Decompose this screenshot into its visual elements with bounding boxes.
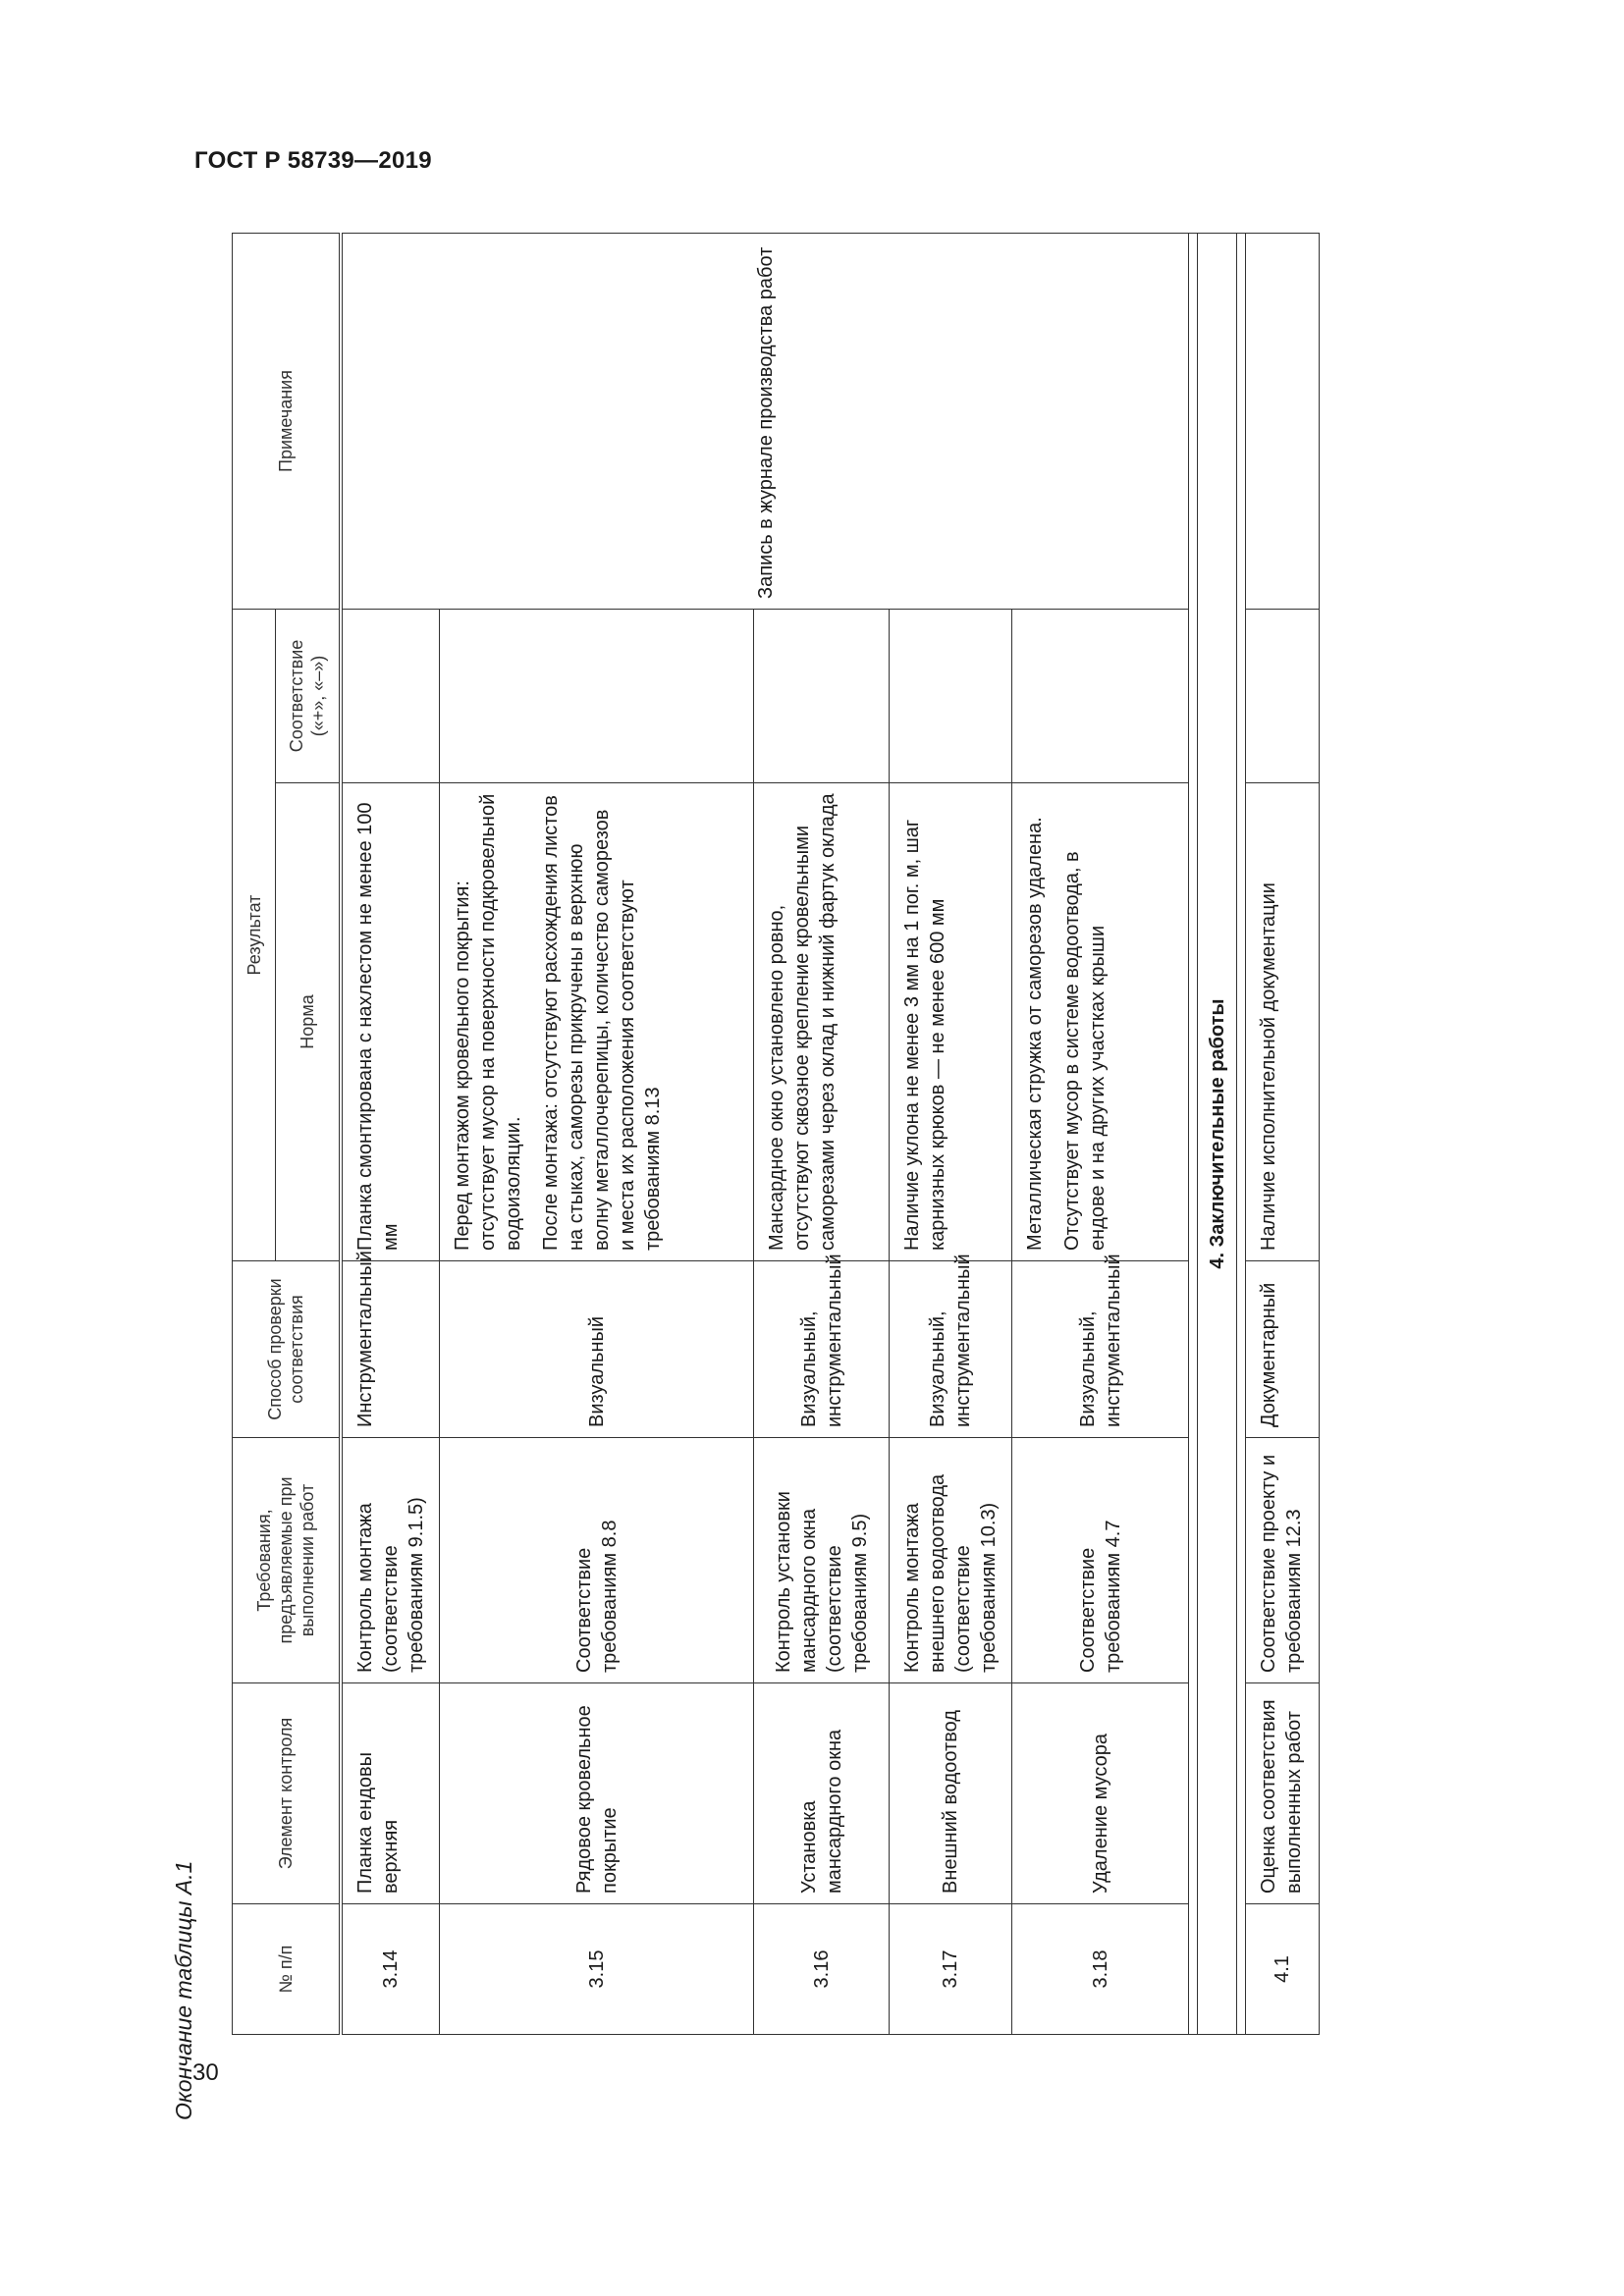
row-requirements: Контроль установки мансардного окна (соответствие требованиям 9.5) <box>754 1438 890 1683</box>
spacer-row <box>1237 234 1246 2035</box>
row-compliance <box>341 610 440 783</box>
norm-text: После монтажа: отсутствуют расхождения листов на стыках, саморезы прикручены в верхнюю волну металлочерепицы, количество саморезов и места их расположения соответствуют требованиям 8.13 <box>540 795 664 1251</box>
row-element: Планка ендовы верхняя <box>341 1683 440 1904</box>
row-method: Визуальный, инструментальный <box>1012 1261 1189 1438</box>
notes-group-cell: Запись в журнале производства работ <box>341 234 1189 610</box>
row-compliance <box>440 610 754 783</box>
row-norm <box>754 783 890 1261</box>
section-title: 4. Заключительные работы <box>1198 234 1237 2035</box>
norm-text: Мансардное окно установлено ровно, отсутствуют сквозное крепление кровельными саморезами через оклад и нижний фартук оклада <box>766 793 839 1251</box>
row-element: Удаление мусора <box>1012 1683 1189 1904</box>
header-result: Результат <box>233 610 276 1261</box>
row-num: 4.1 <box>1246 1904 1320 2035</box>
header-element: Элемент контроля <box>233 1683 342 1904</box>
row-requirements: Соответствие проекту и требованиям 12.3 <box>1246 1438 1320 1683</box>
row-method: Визуальный, инструментальный <box>890 1261 1012 1438</box>
row-method: Инструментальный <box>341 1261 440 1438</box>
norm-text: Перед монтажом кровельного покрытия: отсутствует мусор на поверхности подкровельной водоизоляции. <box>452 793 524 1251</box>
row-method: Визуальный <box>440 1261 754 1438</box>
header-compliance: Соответствие («+», «–») <box>276 610 342 783</box>
row-compliance <box>1246 610 1320 783</box>
row-requirements: Соответствие требованиям 8.8 <box>440 1438 754 1683</box>
row-element: Оценка соответствия выполненных работ <box>1246 1683 1320 1904</box>
row-num: 3.14 <box>341 1904 440 2035</box>
rotated-table-container <box>232 234 1305 2035</box>
row-requirements: Контроль монтажа внешнего водоотвода (соответствие требованиям 10.3) <box>890 1438 1012 1683</box>
document-header: ГОСТ Р 58739—2019 <box>194 147 432 174</box>
row-norm: Наличие исполнительной документации <box>1246 783 1320 1261</box>
header-method: Способ проверки соответствия <box>233 1261 342 1438</box>
row-num: 3.18 <box>1012 1904 1189 2035</box>
row-num: 3.15 <box>440 1904 754 2035</box>
norm-text: Металлическая стружка от саморезов удалена. <box>1024 817 1046 1251</box>
table-row <box>341 234 440 2035</box>
row-norm <box>341 783 440 1261</box>
row-compliance <box>754 610 890 783</box>
row-element: Рядовое кровельное покрытие <box>440 1683 754 1904</box>
header-norm: Норма <box>276 783 342 1261</box>
row-compliance <box>1012 610 1189 783</box>
table-row <box>1246 234 1320 2035</box>
row-norm <box>440 783 754 1261</box>
row-compliance <box>890 610 1012 783</box>
row-requirements: Контроль монтажа (соответствие требованиям 9.1.5) <box>341 1438 440 1683</box>
spacer-row <box>1189 234 1198 2035</box>
header-num: № п/п <box>233 1904 342 2035</box>
row-num: 3.16 <box>754 1904 890 2035</box>
row-requirements: Соответствие требованиям 4.7 <box>1012 1438 1189 1683</box>
norm-text: Отсутствует мусор в системе водоотвода, в ендове и на других участках крыши <box>1061 851 1109 1251</box>
row-norm <box>1012 783 1189 1261</box>
section-row <box>1198 234 1237 2035</box>
row-notes <box>1246 234 1320 610</box>
page-number: 30 <box>192 2059 219 2086</box>
norm-text: Наличие уклона не менее 3 мм на 1 пог. м, шаг карнизных крюков — не менее 600 мм <box>901 819 948 1251</box>
header-notes: Примечания <box>233 234 342 610</box>
norm-text: Планка смонтирована с нахлестом не менее 100 мм <box>354 802 402 1251</box>
row-element: Внешний водоотвод <box>890 1683 1012 1904</box>
row-num: 3.17 <box>890 1904 1012 2035</box>
row-method: Документарный <box>1246 1261 1320 1438</box>
inspection-table <box>232 233 1320 2035</box>
row-norm <box>890 783 1012 1261</box>
header-requirements: Требования, предъявляемые при выполнении работ <box>233 1438 342 1683</box>
row-element: Установка мансардного окна <box>754 1683 890 1904</box>
row-method: Визуальный, инструментальный <box>754 1261 890 1438</box>
table-caption: Окончание таблицы А.1 <box>171 1860 196 2120</box>
